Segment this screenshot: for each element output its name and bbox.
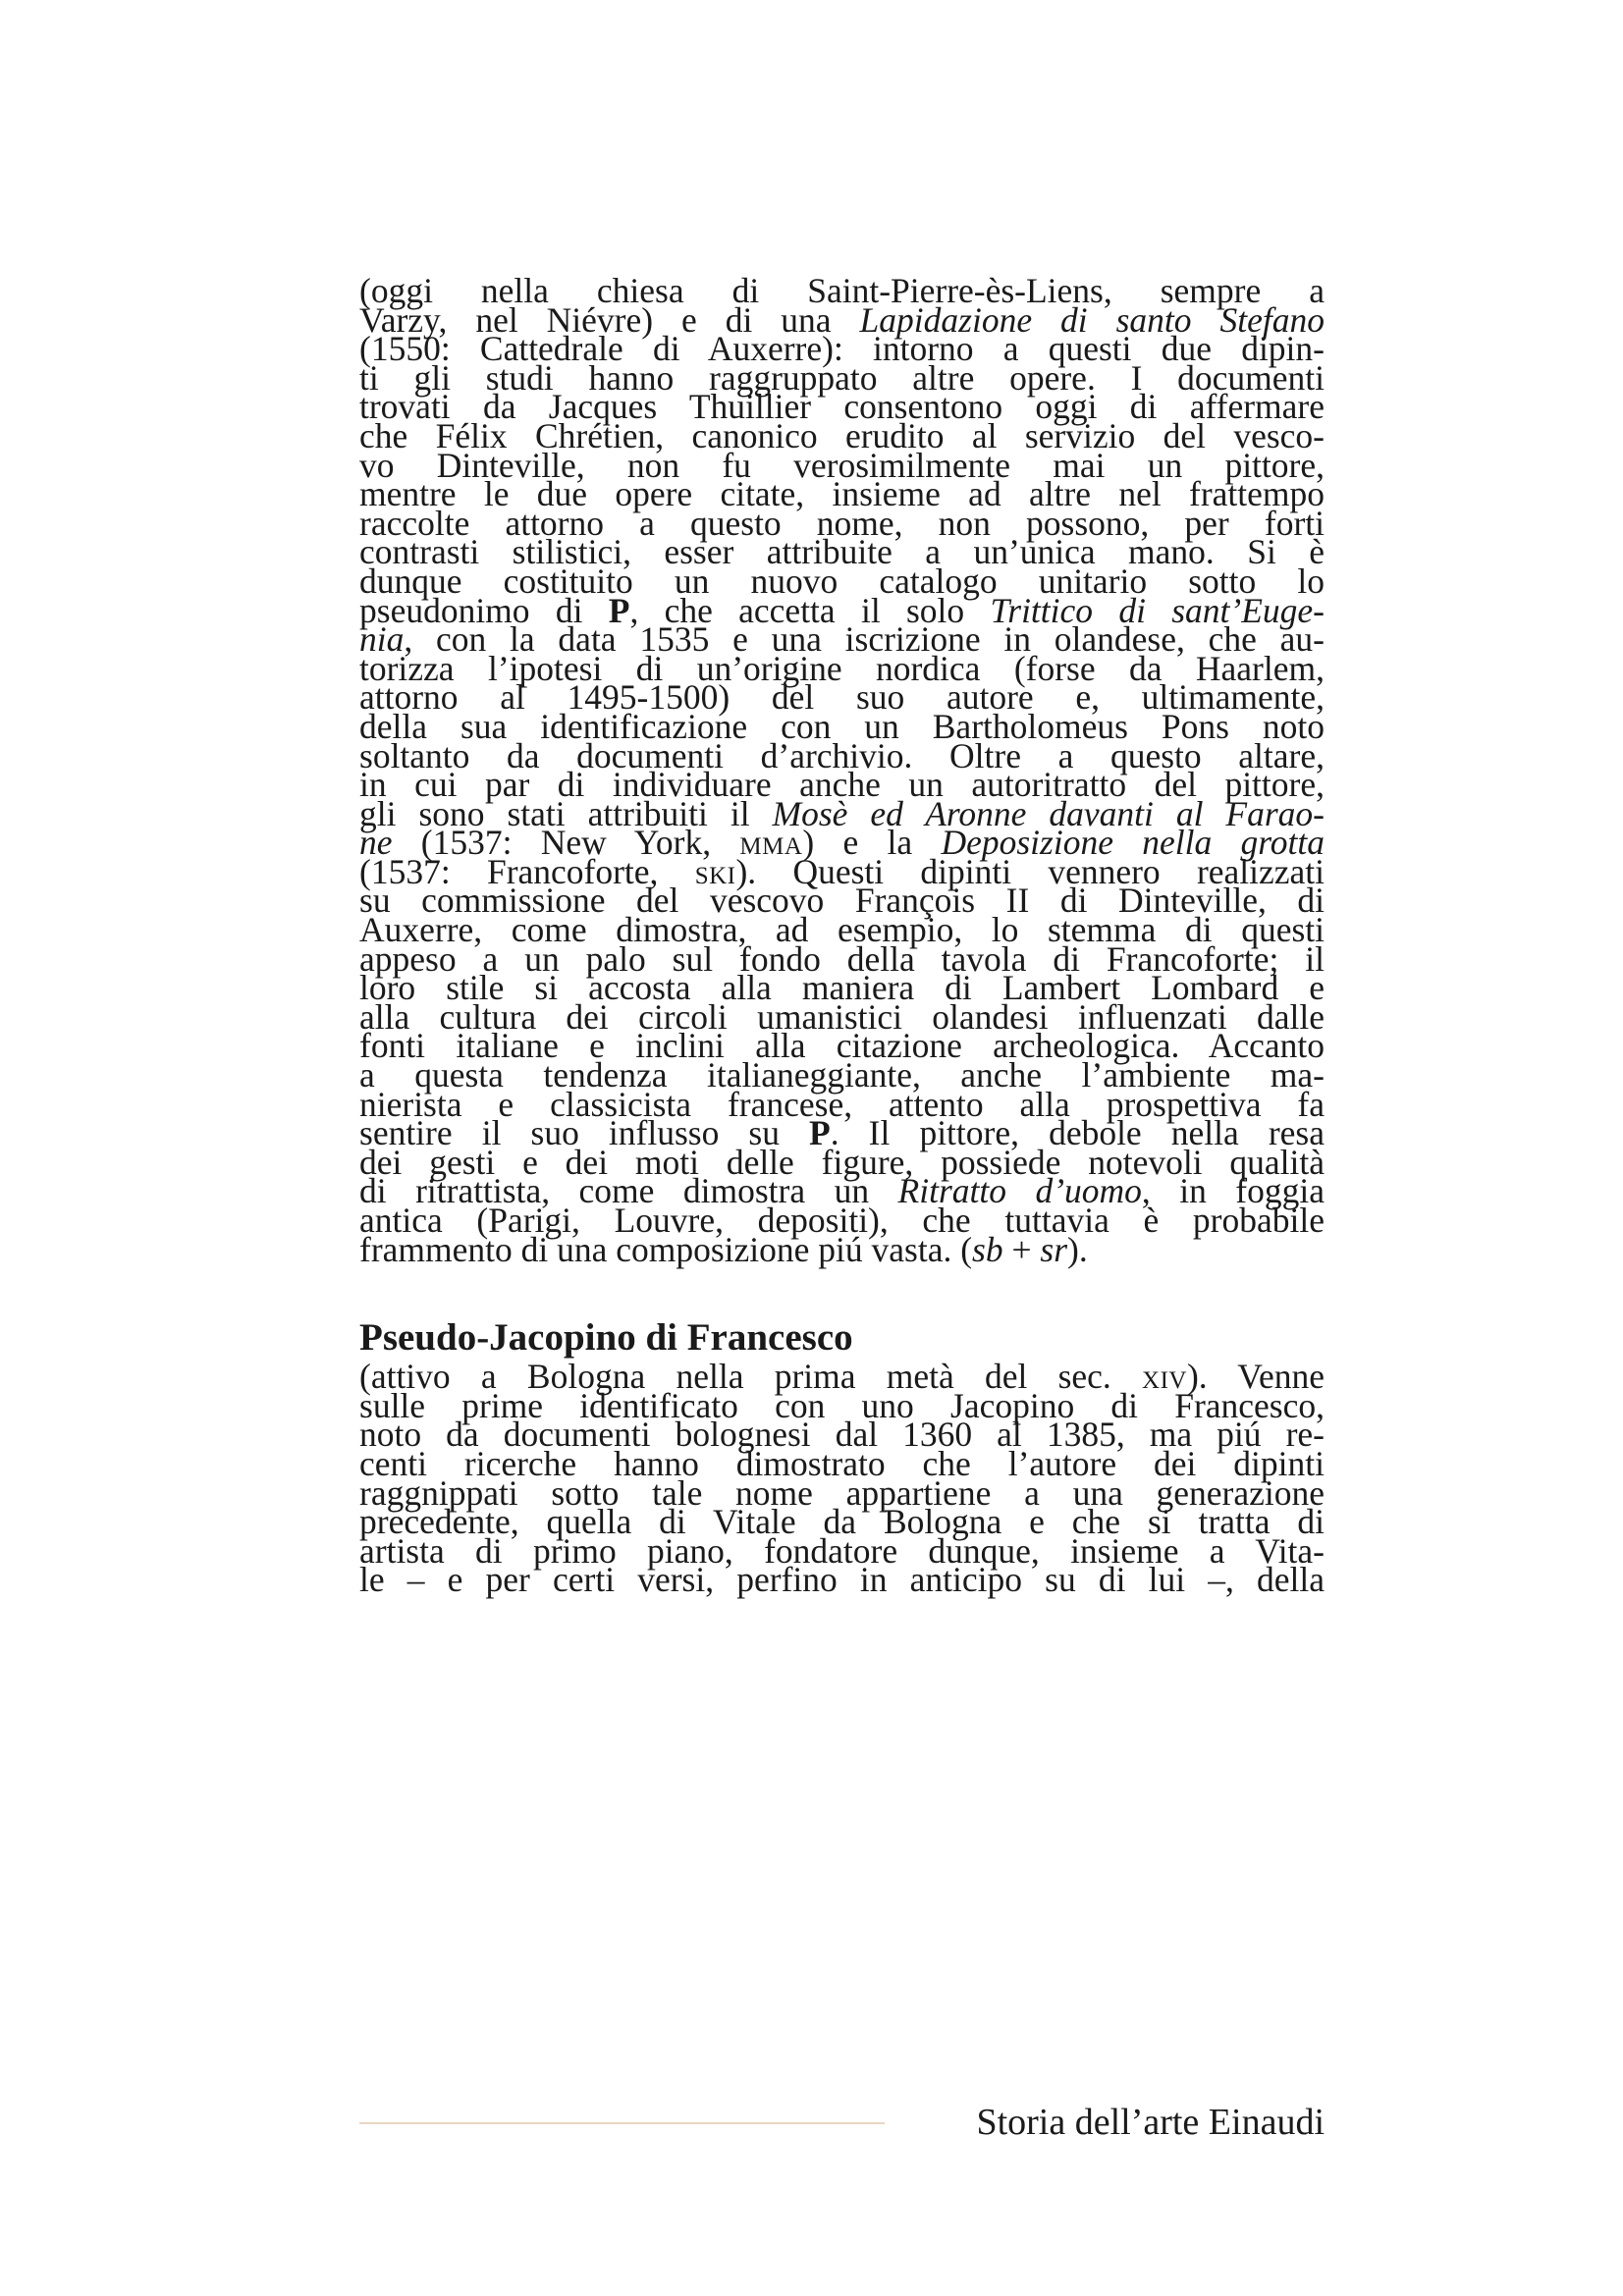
page-footer [359,2099,1325,2148]
italic-text: Lapidazione di santo Stefano [859,299,1325,340]
text-run: Auxerre, come dimostra, ad esempio, lo stemma di questi [359,910,1325,950]
text-run: . Il pittore, debole nella resa [830,1113,1325,1153]
text-run: gli sono stati attribuiti il [359,793,773,833]
text-run: noto da documenti bolognesi dal 1360 al 1385, ma piú re- [359,1415,1325,1455]
text-run: ). Questi dipinti vennero realizzati [735,851,1325,891]
italic-text: sr [1040,1229,1068,1269]
footer-rule [359,2122,885,2124]
text-line [359,1560,1325,1600]
entry-heading: Pseudo-Jacopino di Francesco [359,1316,853,1360]
bold-text: P [608,590,630,630]
text-run: , che accetta il solo [629,590,991,630]
text-run: che Félix Chrétien, canonico erudito al servizio del vesco- [359,415,1325,455]
text-run: ti gli studi hanno raggruppato altre opere. I documenti [359,357,1325,398]
italic-text: nia [359,619,405,660]
text-run: pseudonimo di [359,590,609,630]
text-run: contrasti stilistici, esser attribuite a un’unica mano. Si è [359,532,1325,572]
entry-body [359,1357,1325,1600]
text-run: + [1002,1229,1041,1269]
entry-body [359,271,1325,1269]
text-run: Varzy, nel Niévre) e di una [359,299,860,340]
text-run: (1537: New York, [392,823,740,863]
text-run: appeso a un palo sul fondo della tavola di Francoforte; il [359,938,1325,979]
smallcaps-text: mma [739,823,803,863]
text-run: , con la data 1535 e una iscrizione in olandese, che au- [404,619,1325,660]
text-run: sentire il suo influsso su [359,1113,810,1153]
text-run: trovati da Jacques Thuillier consentono oggi di affermare [359,387,1325,427]
text-run: (attivo a Bologna nella prima metà del sec. [359,1357,1143,1397]
text-run: ). [1067,1229,1088,1269]
text-run: antica (Parigi, Louvre, depositi), che tuttavia è probabile [359,1201,1325,1240]
bold-text: P [809,1113,831,1153]
text-run: vo Dinteville, non fu verosimilmente mai un pittore, [359,445,1325,485]
text-run: mentre le due opere citate, insieme ad altre nel frattempo [359,474,1325,514]
text-run: attorno al 1495-1500) del suo autore e, ultimamente, [359,677,1325,718]
text-run: , in foggia [1141,1171,1325,1211]
text-run: sulle prime identificato con uno Jacopino di Francesco, [359,1385,1325,1425]
text-line [359,1229,1325,1269]
text-run: di ritrattista, come dimostra un [359,1171,898,1211]
text-run: loro stile si accosta alla maniera di Lambert Lombard e [359,968,1325,1008]
italic-text: sb [972,1229,1003,1269]
italic-text: Mosè ed Aronne davanti al Farao- [772,793,1325,833]
text-run: (1550: Cattedrale di Auxerre): intorno a questi due dipin- [359,329,1325,369]
italic-text: Ritratto d’uomo [897,1171,1142,1211]
text-run: artista di primo piano, fondatore dunque, insieme a Vita- [359,1530,1325,1571]
italic-text: Deposizione nella grotta [941,823,1325,863]
text-run: a questa tendenza italianeggiante, anche l’ambiente ma- [359,1055,1325,1095]
text-run: le – e per certi versi, perfino in anticipo su di lui –, della [359,1560,1325,1600]
text-run: (oggi nella chiesa di Saint-Pierre-ès-Liens, sempre a [359,271,1325,310]
text-run: ). Venne [1186,1357,1325,1397]
italic-text: ne [359,823,393,863]
smallcaps-text: xiv [1142,1357,1187,1397]
text-run: fonti italiane e inclini alla citazione archeologica. Accanto [359,1026,1325,1066]
footer-title: Storia dell’arte Einaudi [976,2102,1325,2143]
italic-text: Trittico di sant’Euge- [990,590,1325,630]
text-run: nierista e classicista francese, attento alla prospettiva fa [359,1084,1325,1124]
smallcaps-text: ski [694,851,736,891]
text-run: (1537: Francoforte, [359,851,695,891]
text-run: frammento di una composizione piú vasta. ( [359,1229,973,1269]
text-run: centi ricerche hanno dimostrato che l’autore dei dipinti [359,1443,1325,1483]
text-run: alla cultura dei circoli umanistici olandesi influenzati dalle [359,996,1325,1037]
text-run: dei gesti e dei moti delle figure, possiede notevoli qualità [359,1142,1325,1182]
text-column [359,271,1325,1600]
text-run: della sua identificazione con un Bartholomeus Pons noto [359,706,1325,746]
text-run: soltanto da documenti d’archivio. Oltre a questo altare, [359,735,1325,775]
text-run: in cui par di individuare anche un autoritratto del pittore, [359,765,1325,805]
text-run: dunque costituito un nuovo catalogo unitario sotto lo [359,561,1325,601]
text-run: precedente, quella di Vitale da Bologna e che si tratta di [359,1502,1325,1542]
text-run: su commissione del vescovo François II di Dinteville, di [359,881,1325,921]
text-run: raggnippati sotto tale nome appartiene a una generazione [359,1472,1325,1513]
text-run: torizza l’ipotesi di un’origine nordica (forse da Haarlem, [359,648,1325,688]
text-run: raccolte attorno a questo nome, non possono, per forti [359,503,1325,543]
text-run: ) e la [802,823,942,863]
